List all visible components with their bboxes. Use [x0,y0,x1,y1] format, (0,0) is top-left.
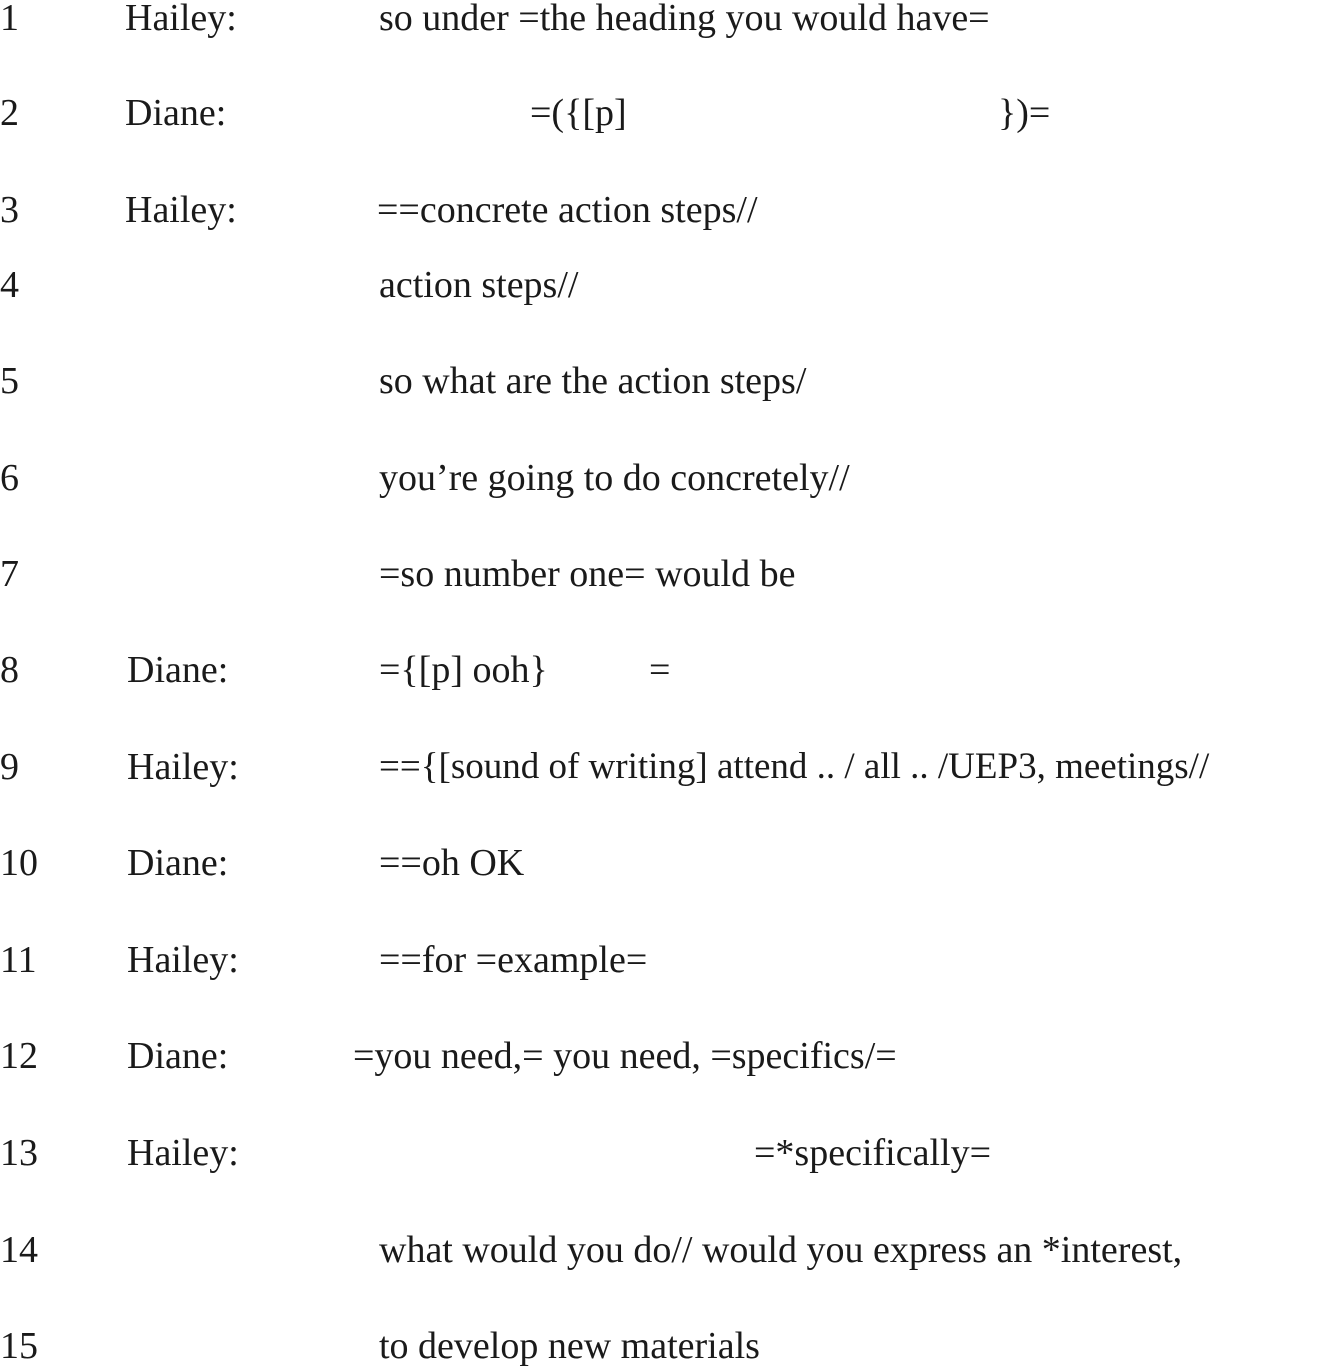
utterance-text: so what are the action steps/ [379,360,807,402]
utterance-text: to develop new materials [379,1325,760,1367]
line-number: 10 [0,842,38,884]
speaker-label: Diane: [127,649,229,691]
line-number: 4 [0,264,19,306]
utterance-text: =*specifically= [754,1132,991,1174]
utterance-text: =({[p] [530,92,627,134]
utterance-text: what would you do// would you express an *interest, [379,1229,1183,1271]
utterance-text: you’re going to do concretely// [379,457,850,499]
speaker-label: Hailey: [125,0,237,39]
utterance-text: ==oh OK [379,842,525,884]
utterance-text: =you need,= you need, =specifics/= [353,1035,897,1077]
line-number: 8 [0,649,19,691]
utterance-text: so under =the heading you would have= [379,0,990,39]
utterance-text: =={[sound of writing] attend .. / all .. /UEP3, meetings// [379,746,1210,787]
speaker-label: Hailey: [127,939,239,981]
line-number: 1 [0,0,19,39]
line-number: 12 [0,1035,38,1077]
line-number: 15 [0,1325,38,1367]
speaker-label: Hailey: [125,189,237,231]
line-number: 9 [0,746,19,788]
line-number: 5 [0,360,19,402]
line-number: 7 [0,553,19,595]
utterance-text: = [649,649,671,691]
line-number: 14 [0,1229,38,1271]
line-number: 6 [0,457,19,499]
utterance-text: =so number one= would be [379,553,796,595]
speaker-label: Hailey: [127,746,239,788]
utterance-text: action steps// [379,264,579,306]
utterance-text: ==for =example= [379,939,648,981]
utterance-text: })= [998,92,1051,134]
line-number: 3 [0,189,19,231]
utterance-text: ={[p] ooh} [379,649,548,691]
line-number: 2 [0,92,19,134]
speaker-label: Diane: [127,842,229,884]
line-number: 13 [0,1132,38,1174]
speaker-label: Diane: [127,1035,229,1077]
utterance-text: ==concrete action steps// [377,189,758,231]
speaker-label: Hailey: [127,1132,239,1174]
speaker-label: Diane: [125,92,227,134]
line-number: 11 [0,939,37,981]
